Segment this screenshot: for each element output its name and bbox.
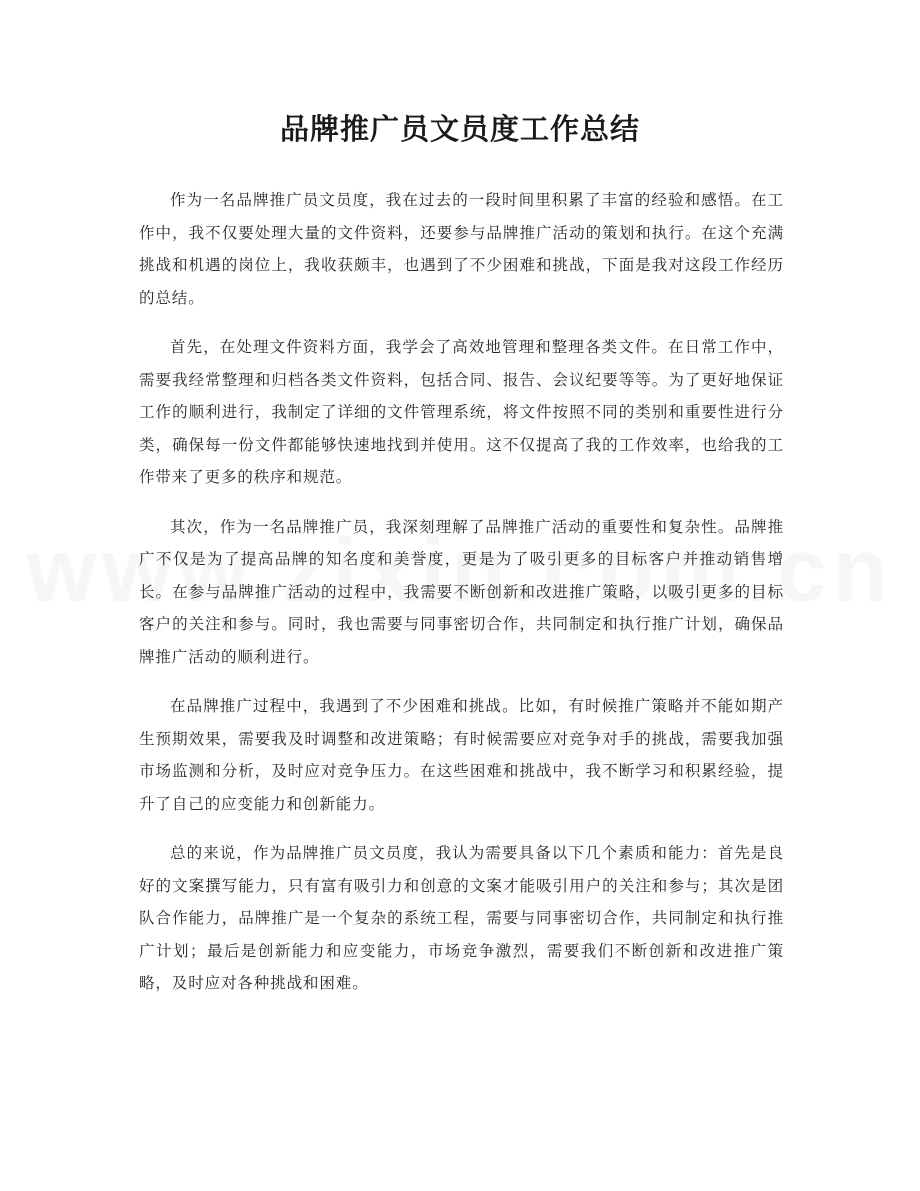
paragraph-conclusion: 总的来说，作为品牌推广员文员度，我认为需要具备以下几个素质和能力：首先是良好的文案撰写能力，只有富有吸引力和创意的文案才能吸引用户的关注和参与；其次是团队合作能力，品牌推广是一个复杂的系统工程，需要与同事密切合作，共同制定和执行推广计划；最后是创新能力和应变能力，市场竞争激烈，需要我们不断创新和改进推广策略，及时应对各种挑战和困难。 <box>139 844 784 992</box>
paragraph-brand-promotion: 其次，作为一名品牌推广员，我深刻理解了品牌推广活动的重要性和复杂性。品牌推广不仅是为了提高品牌的知名度和美誉度，更是为了吸引更多的目标客户并推动销售增长。在参与品牌推广活动的过程中，我需要不断创新和改进推广策略，以吸引更多的目标客户的关注和参与。同时，我也需要与同事密切合作，共同制定和执行推广计划，确保品牌推广活动的顺利进行。 <box>139 517 784 666</box>
document-title: 品牌推广员文员度工作总结 <box>279 112 640 146</box>
paragraph-file-management: 首先，在处理文件资料方面，我学会了高效地管理和整理各类文件。在日常工作中，需要我经常整理和归档各类文件资料，包括合同、报告、会议纪要等等。为了更好地保证工作的顺利进行，我制定了详细的文件管理系统，将文件按照不同的类别和重要性进行分类，确保每一份文件都能够快速地找到并使用。这不仅提高了我的工作效率，也给我的工作带来了更多的秩序和规范。 <box>139 338 784 486</box>
paragraph-challenges: 在品牌推广过程中，我遇到了不少困难和挑战。比如，有时候推广策略并不能如期产生预期效果，需要我及时调整和改进策略；有时候需要应对竞争对手的挑战，需要我加强市场监测和分析，及时应对竞争压力。在这些困难和挑战中，我不断学习和积累经验，提升了自己的应变能力和创新能力。 <box>139 697 784 813</box>
paragraph-intro: 作为一名品牌推广员文员度，我在过去的一段时间里积累了丰富的经验和感悟。在工作中，我不仅要处理大量的文件资料，还要参与品牌推广活动的策划和执行。在这个充满挑战和机遇的岗位上，我收获颇丰，也遇到了不少困难和挑战，下面是我对这段工作经历的总结。 <box>139 191 784 307</box>
document-body <box>139 184 784 1017</box>
